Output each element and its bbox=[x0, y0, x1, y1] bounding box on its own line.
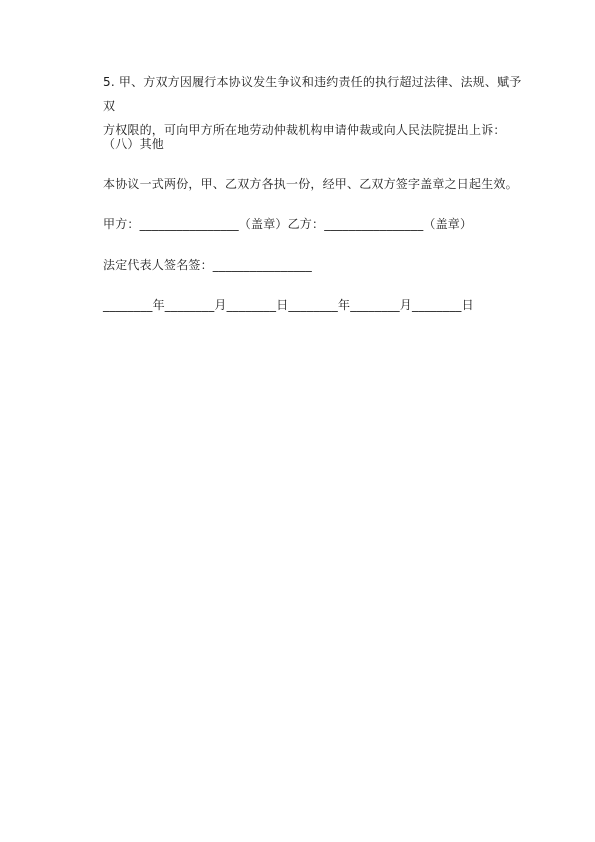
section-8-heading: （八）其他 bbox=[103, 137, 165, 151]
party-signature-line: 甲方：________________（盖章）乙方：________________（盖章） bbox=[103, 217, 473, 231]
clause-5-line-2: 方权限的，可向甲方所在地劳动仲裁机构申请仲裁或向人民法院提出上诉： bbox=[103, 123, 506, 137]
clause-5-paragraph bbox=[103, 70, 523, 142]
copies-statement: 本协议一式两份，甲、乙双方各执一份，经甲、乙双方签字盖章之日起生效。 bbox=[103, 177, 518, 191]
date-line: ________年________月________日________年________月________日 bbox=[103, 298, 474, 312]
legal-representative-line: 法定代表人签名签：________________ bbox=[103, 258, 313, 272]
clause-5-line-1: 5. 甲、方双方因履行本协议发生争议和违约责任的执行超过法律、法规、赋予双 bbox=[103, 75, 522, 113]
